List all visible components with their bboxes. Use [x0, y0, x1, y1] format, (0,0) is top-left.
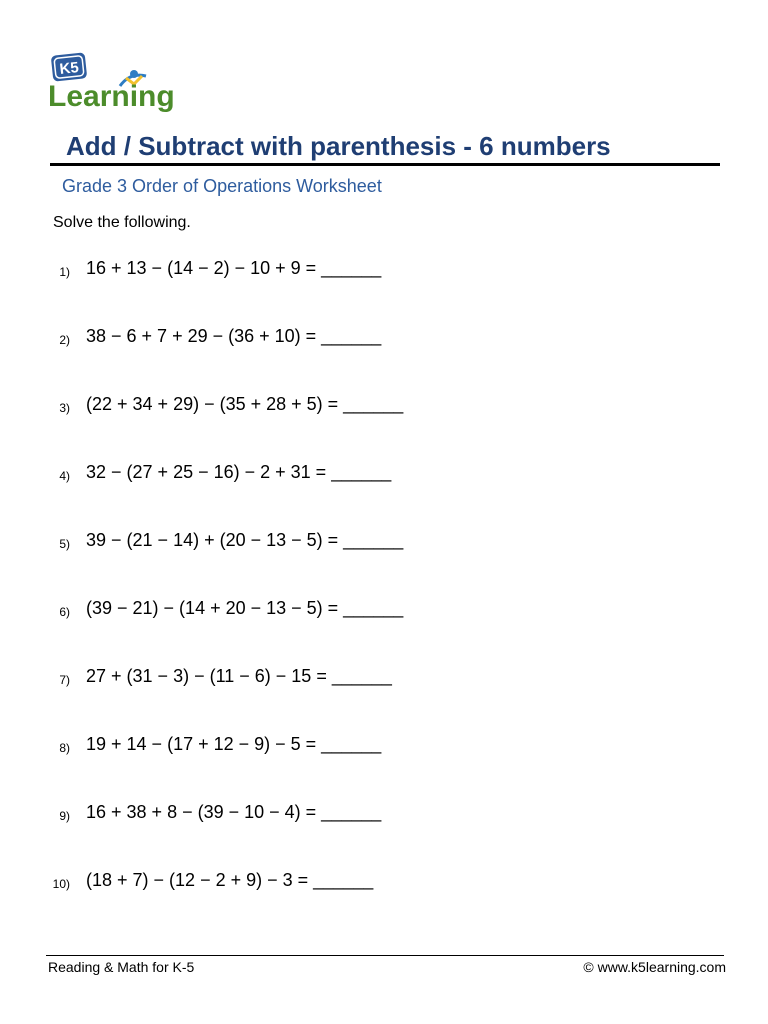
problem-expression: (22 + 34 + 29) − (35 + 28 + 5) = ______	[86, 394, 404, 414]
worksheet-title: Add / Subtract with parenthesis - 6 numbers	[66, 131, 611, 161]
problem-number: 9)	[59, 809, 70, 823]
problem-item	[0, 870, 700, 896]
problem-item	[0, 462, 700, 488]
problem-expression: (18 + 7) − (12 − 2 + 9) − 3 = ______	[86, 870, 374, 890]
worksheet-subtitle: Grade 3 Order of Operations Worksheet	[62, 176, 382, 196]
problem-number: 1)	[59, 265, 70, 279]
footer-website: © www.k5learning.com	[583, 959, 726, 975]
problem-number: 8)	[59, 741, 70, 755]
problem-item	[0, 734, 700, 760]
problem-number: 3)	[59, 401, 70, 415]
problem-number: 6)	[59, 605, 70, 619]
title-divider	[50, 163, 720, 166]
problem-item	[0, 326, 700, 352]
problem-number: 7)	[59, 673, 70, 687]
problem-item	[0, 394, 700, 420]
problem-item	[0, 530, 700, 556]
problem-expression: (39 − 21) − (14 + 20 − 13 − 5) = ______	[86, 598, 404, 618]
problem-item	[0, 258, 700, 284]
problem-item	[0, 598, 700, 624]
problem-number: 5)	[59, 537, 70, 551]
problem-number: 4)	[59, 469, 70, 483]
problem-expression: 19 + 14 − (17 + 12 − 9) − 5 = ______	[86, 734, 382, 754]
k5-badge-icon	[51, 52, 88, 81]
footer-tagline: Reading & Math for K-5	[48, 959, 195, 975]
learning-wordmark: Learning	[48, 80, 175, 113]
problem-expression: 16 + 38 + 8 − (39 − 10 − 4) = ______	[86, 802, 382, 822]
problem-expression: 32 − (27 + 25 − 16) − 2 + 31 = ______	[86, 462, 392, 482]
k5-learning-logo	[46, 50, 188, 114]
footer-divider	[46, 955, 724, 956]
problem-item	[0, 666, 700, 692]
problem-expression: 39 − (21 − 14) + (20 − 13 − 5) = ______	[86, 530, 404, 550]
problem-expression: 38 − 6 + 7 + 29 − (36 + 10) = ______	[86, 326, 382, 346]
instructions: Solve the following.	[53, 214, 191, 231]
problem-expression: 16 + 13 − (14 − 2) − 10 + 9 = ______	[86, 258, 382, 278]
problem-item	[0, 802, 700, 828]
problem-number: 10)	[52, 877, 70, 891]
problem-number: 2)	[59, 333, 70, 347]
svg-text:K5: K5	[58, 59, 80, 78]
problem-expression: 27 + (31 − 3) − (11 − 6) − 15 = ______	[86, 666, 392, 686]
